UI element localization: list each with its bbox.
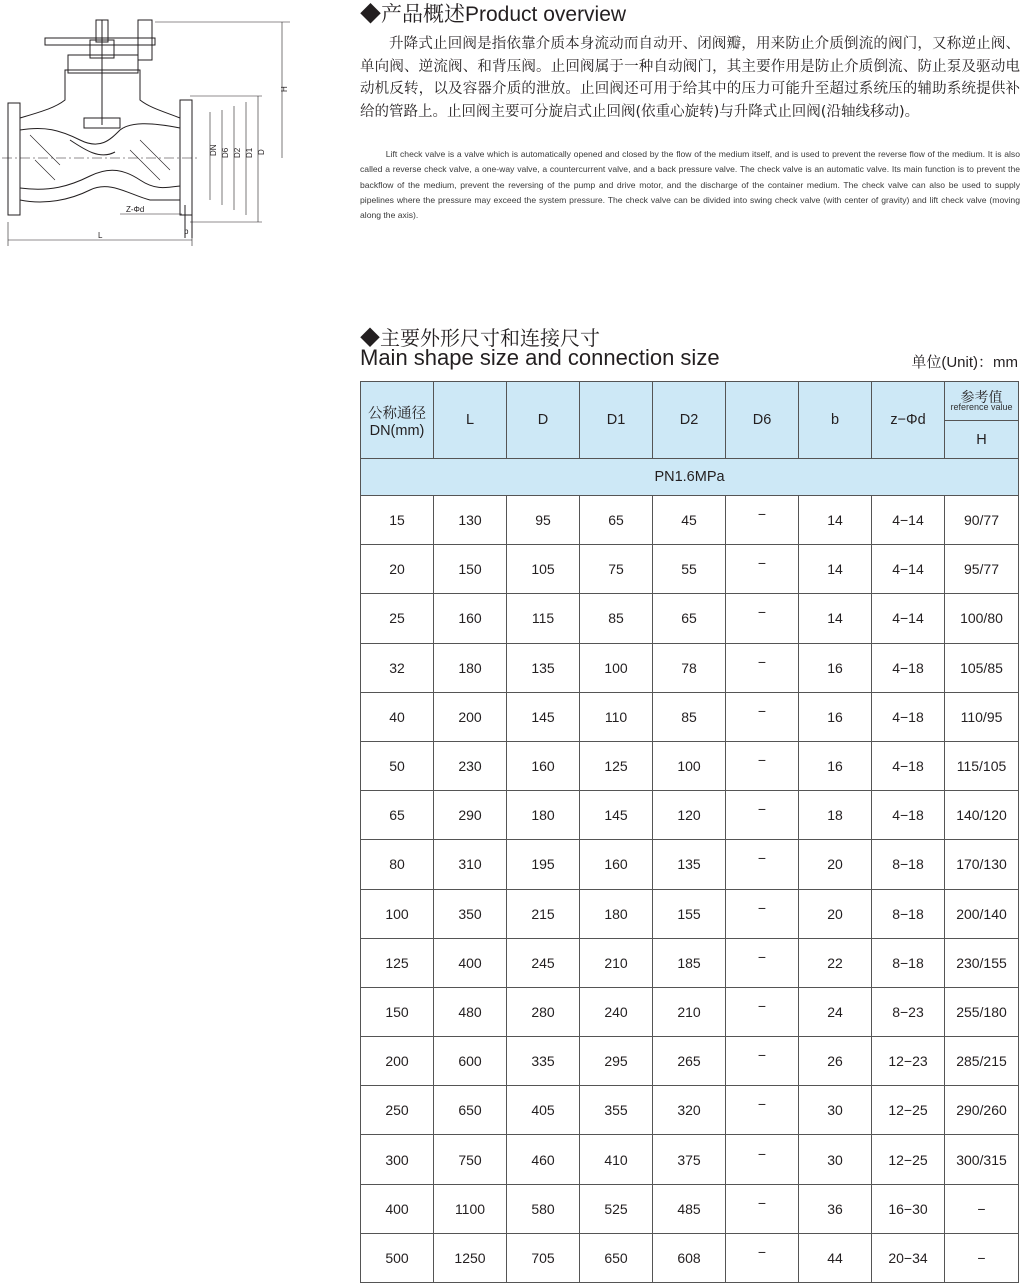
cell-z-phid: 4−14 bbox=[872, 594, 945, 643]
cell-d6 bbox=[726, 1037, 799, 1086]
cell-z-phid: 4−14 bbox=[872, 545, 945, 594]
cell-d6-value: − bbox=[757, 555, 767, 572]
cell-z-phid: 4−18 bbox=[872, 791, 945, 840]
size-title-zh: ◆主要外形尺寸和连接尺寸 bbox=[360, 328, 600, 350]
cell-d: 180 bbox=[507, 791, 580, 840]
cell-h: 255/180 bbox=[945, 987, 1019, 1036]
cell-d6 bbox=[726, 1233, 799, 1282]
header-reference bbox=[945, 382, 1019, 421]
cell-d: 105 bbox=[507, 545, 580, 594]
cell-l: 230 bbox=[434, 741, 507, 790]
cell-d2: 485 bbox=[653, 1184, 726, 1233]
cell-dn: 20 bbox=[361, 545, 434, 594]
table-row bbox=[361, 1037, 1019, 1086]
cell-d1: 355 bbox=[580, 1086, 653, 1135]
cell-d2: 78 bbox=[653, 643, 726, 692]
header-dn bbox=[361, 382, 434, 459]
cell-z-phid: 12−23 bbox=[872, 1037, 945, 1086]
cell-d: 160 bbox=[507, 741, 580, 790]
cell-d: 245 bbox=[507, 938, 580, 987]
cell-d2: 100 bbox=[653, 741, 726, 790]
table-row bbox=[361, 1233, 1019, 1282]
cell-l: 130 bbox=[434, 496, 507, 545]
cell-b: 44 bbox=[799, 1233, 872, 1282]
cell-d6 bbox=[726, 1086, 799, 1135]
cell-z-phid: 4−14 bbox=[872, 496, 945, 545]
table-row bbox=[361, 1135, 1019, 1184]
right-flange bbox=[180, 100, 192, 215]
cell-d6-value: − bbox=[757, 1194, 767, 1211]
overview-text-zh: 升降式止回阀是指依靠介质本身流动而自动开、闭阀瓣，用来防止介质倒流的阀门，又称逆止阀、单向阀、逆流阀、和背压阀。止回阀属于一种自动阀门，其主要作用是防止介质倒流、防止泵及驱动电动机反转，以及容器介质的泄放。止回阀还可用于给其中的压力可能升至超过系统压的辅助系统提供补给的管路上。止回阀主要可分旋启式止回阀(依重心旋转)与升降式止回阀(沿轴线移动)。 bbox=[360, 36, 1020, 120]
cell-d: 705 bbox=[507, 1233, 580, 1282]
cell-d2: 185 bbox=[653, 938, 726, 987]
cell-d6 bbox=[726, 692, 799, 741]
table-row bbox=[361, 496, 1019, 545]
cell-d2: 320 bbox=[653, 1086, 726, 1135]
cell-d6-value: − bbox=[757, 752, 767, 769]
header-z: z−Φd bbox=[872, 382, 945, 459]
cell-h: 170/130 bbox=[945, 840, 1019, 889]
cell-dn: 32 bbox=[361, 643, 434, 692]
cell-d: 195 bbox=[507, 840, 580, 889]
cell-h: 90/77 bbox=[945, 496, 1019, 545]
cell-b: 20 bbox=[799, 889, 872, 938]
cell-l: 600 bbox=[434, 1037, 507, 1086]
cell-d: 135 bbox=[507, 643, 580, 692]
cell-z-phid: 4−18 bbox=[872, 741, 945, 790]
header-l: L bbox=[434, 382, 507, 459]
cell-d1: 240 bbox=[580, 987, 653, 1036]
cell-l: 160 bbox=[434, 594, 507, 643]
cell-d1: 100 bbox=[580, 643, 653, 692]
cell-b: 20 bbox=[799, 840, 872, 889]
cell-b: 36 bbox=[799, 1184, 872, 1233]
table-row bbox=[361, 741, 1019, 790]
cell-d: 95 bbox=[507, 496, 580, 545]
cell-dn: 15 bbox=[361, 496, 434, 545]
cell-d6 bbox=[726, 840, 799, 889]
cell-dn: 40 bbox=[361, 692, 434, 741]
table-row bbox=[361, 840, 1019, 889]
cell-dn: 500 bbox=[361, 1233, 434, 1282]
cell-z-phid: 8−18 bbox=[872, 889, 945, 938]
cell-d1: 525 bbox=[580, 1184, 653, 1233]
cell-d6 bbox=[726, 1135, 799, 1184]
cell-d6-value: − bbox=[757, 1243, 767, 1260]
table-row bbox=[361, 889, 1019, 938]
cell-l: 1100 bbox=[434, 1184, 507, 1233]
cell-d: 280 bbox=[507, 987, 580, 1036]
cell-b: 18 bbox=[799, 791, 872, 840]
cell-d6 bbox=[726, 594, 799, 643]
table-row bbox=[361, 594, 1019, 643]
cell-d2: 55 bbox=[653, 545, 726, 594]
cell-d2: 375 bbox=[653, 1135, 726, 1184]
cell-d6 bbox=[726, 496, 799, 545]
cell-l: 400 bbox=[434, 938, 507, 987]
cell-d: 405 bbox=[507, 1086, 580, 1135]
cell-d1: 210 bbox=[580, 938, 653, 987]
cell-z-phid: 16−30 bbox=[872, 1184, 945, 1233]
cell-z-phid: 12−25 bbox=[872, 1086, 945, 1135]
cell-d1: 180 bbox=[580, 889, 653, 938]
cell-d: 215 bbox=[507, 889, 580, 938]
cell-d: 460 bbox=[507, 1135, 580, 1184]
cell-dn: 300 bbox=[361, 1135, 434, 1184]
cell-d1: 410 bbox=[580, 1135, 653, 1184]
cell-b: 26 bbox=[799, 1037, 872, 1086]
cell-d1: 85 bbox=[580, 594, 653, 643]
cell-d1: 650 bbox=[580, 1233, 653, 1282]
cell-h: − bbox=[945, 1233, 1019, 1282]
cell-b: 24 bbox=[799, 987, 872, 1036]
b-label: b bbox=[184, 227, 189, 236]
cell-l: 290 bbox=[434, 791, 507, 840]
cell-z-phid: 20−34 bbox=[872, 1233, 945, 1282]
cell-z-phid: 4−18 bbox=[872, 692, 945, 741]
h-label: H bbox=[280, 86, 289, 92]
cell-d2: 135 bbox=[653, 840, 726, 889]
cell-l: 150 bbox=[434, 545, 507, 594]
table-row bbox=[361, 643, 1019, 692]
cell-d6-value: − bbox=[757, 997, 767, 1014]
cell-h: 285/215 bbox=[945, 1037, 1019, 1086]
cell-d1: 65 bbox=[580, 496, 653, 545]
cell-z-phid: 8−18 bbox=[872, 840, 945, 889]
cell-h: 300/315 bbox=[945, 1135, 1019, 1184]
table-row bbox=[361, 987, 1019, 1036]
cell-d6 bbox=[726, 987, 799, 1036]
cell-d6-value: − bbox=[757, 653, 767, 670]
cell-d2: 120 bbox=[653, 791, 726, 840]
cell-d6 bbox=[726, 741, 799, 790]
cell-h: 140/120 bbox=[945, 791, 1019, 840]
cell-d6-value: − bbox=[757, 702, 767, 719]
cell-l: 310 bbox=[434, 840, 507, 889]
cell-d6 bbox=[726, 791, 799, 840]
cell-d6-value: − bbox=[757, 604, 767, 621]
table-row bbox=[361, 938, 1019, 987]
cell-d6 bbox=[726, 889, 799, 938]
cell-b: 22 bbox=[799, 938, 872, 987]
cell-b: 16 bbox=[799, 692, 872, 741]
cell-d6-value: − bbox=[757, 948, 767, 965]
size-title-en: Main shape size and connection size bbox=[360, 345, 720, 370]
cell-l: 1250 bbox=[434, 1233, 507, 1282]
cell-h: 95/77 bbox=[945, 545, 1019, 594]
cell-d2: 265 bbox=[653, 1037, 726, 1086]
table-row bbox=[361, 1086, 1019, 1135]
d1-label: D1 bbox=[245, 147, 254, 158]
valve-drawing bbox=[0, 0, 300, 260]
cell-d6 bbox=[726, 1184, 799, 1233]
cell-h: 110/95 bbox=[945, 692, 1019, 741]
cell-dn: 100 bbox=[361, 889, 434, 938]
cell-d1: 295 bbox=[580, 1037, 653, 1086]
cell-d2: 608 bbox=[653, 1233, 726, 1282]
cell-d: 145 bbox=[507, 692, 580, 741]
header-d: D bbox=[507, 382, 580, 459]
cell-l: 200 bbox=[434, 692, 507, 741]
cell-d6-value: − bbox=[757, 899, 767, 916]
cell-l: 180 bbox=[434, 643, 507, 692]
header-h: H bbox=[945, 421, 1019, 459]
cell-h: 230/155 bbox=[945, 938, 1019, 987]
cell-l: 350 bbox=[434, 889, 507, 938]
d6-label: D6 bbox=[221, 147, 230, 158]
d-label: D bbox=[257, 149, 266, 155]
cell-h: 290/260 bbox=[945, 1086, 1019, 1135]
table-row bbox=[361, 692, 1019, 741]
pressure-class-row: PN1.6MPa bbox=[361, 459, 1019, 496]
overview-text-en: Lift check valve is a valve which is automatically opened and closed by the flow of the medium itself, and is used to prevent the reverse flow of the medium. It is also called a reverse check valve, a one-way valve, a countercurrent valve, and a back pressure valve. The check valve is an automatic valve. Its main function is to prevent the backflow of the medium, prevent the reversing of the pump and drive motor, and the discharge of the container medium. The check valve can also be used to supply pipelines where the pressure may exceed the system pressure. The check valve can be divided into swing check valve (with center of gravity) and lift check valve (moving along the axis). bbox=[360, 149, 1020, 221]
header-reference-en: reference value bbox=[950, 401, 1013, 412]
cell-d6 bbox=[726, 643, 799, 692]
header-dn-zh: 公称通径 bbox=[368, 405, 426, 422]
cell-d2: 85 bbox=[653, 692, 726, 741]
left-flange bbox=[8, 103, 20, 215]
cell-dn: 125 bbox=[361, 938, 434, 987]
header-d2: D2 bbox=[653, 382, 726, 459]
cell-dn: 50 bbox=[361, 741, 434, 790]
cell-b: 14 bbox=[799, 594, 872, 643]
dn-label: DN bbox=[209, 144, 218, 156]
overview-title: ◆产品概述Product overview bbox=[360, 3, 627, 26]
cell-l: 480 bbox=[434, 987, 507, 1036]
cell-d6 bbox=[726, 545, 799, 594]
dimension-table bbox=[360, 381, 1019, 1283]
header-d6: D6 bbox=[726, 382, 799, 459]
cell-d: 115 bbox=[507, 594, 580, 643]
cell-d6-value: − bbox=[757, 801, 767, 818]
cell-d1: 110 bbox=[580, 692, 653, 741]
l-label: L bbox=[98, 231, 103, 240]
table-row bbox=[361, 545, 1019, 594]
cell-d2: 210 bbox=[653, 987, 726, 1036]
cell-b: 14 bbox=[799, 545, 872, 594]
cell-b: 30 bbox=[799, 1135, 872, 1184]
unit-label: 单位(Unit)：mm bbox=[911, 354, 1018, 371]
cell-z-phid: 12−25 bbox=[872, 1135, 945, 1184]
header-reference-zh: 参考值 bbox=[960, 388, 1003, 405]
cell-d1: 75 bbox=[580, 545, 653, 594]
cell-dn: 400 bbox=[361, 1184, 434, 1233]
cell-d1: 145 bbox=[580, 791, 653, 840]
cell-d2: 45 bbox=[653, 496, 726, 545]
cell-d2: 155 bbox=[653, 889, 726, 938]
cell-h: 105/85 bbox=[945, 643, 1019, 692]
cell-dn: 25 bbox=[361, 594, 434, 643]
cell-dn: 150 bbox=[361, 987, 434, 1036]
table-row bbox=[361, 791, 1019, 840]
header-d1: D1 bbox=[580, 382, 653, 459]
cell-d: 580 bbox=[507, 1184, 580, 1233]
cell-dn: 250 bbox=[361, 1086, 434, 1135]
cell-d2: 65 bbox=[653, 594, 726, 643]
cell-h: 200/140 bbox=[945, 889, 1019, 938]
cell-d6 bbox=[726, 938, 799, 987]
cell-d: 335 bbox=[507, 1037, 580, 1086]
cell-b: 16 bbox=[799, 643, 872, 692]
cell-d6-value: − bbox=[757, 850, 767, 867]
cell-b: 14 bbox=[799, 496, 872, 545]
cell-h: − bbox=[945, 1184, 1019, 1233]
cell-z-phid: 8−18 bbox=[872, 938, 945, 987]
header-dn-en: DN(mm) bbox=[369, 422, 425, 439]
cell-l: 650 bbox=[434, 1086, 507, 1135]
table-row bbox=[361, 1184, 1019, 1233]
cell-b: 16 bbox=[799, 741, 872, 790]
cell-z-phid: 8−23 bbox=[872, 987, 945, 1036]
cell-d6-value: − bbox=[757, 1047, 767, 1064]
header-b: b bbox=[799, 382, 872, 459]
cell-d6-value: − bbox=[757, 1096, 767, 1113]
cell-h: 100/80 bbox=[945, 594, 1019, 643]
cell-dn: 200 bbox=[361, 1037, 434, 1086]
z-label: Z-Φd bbox=[126, 205, 145, 214]
cell-d1: 160 bbox=[580, 840, 653, 889]
d2-label: D2 bbox=[233, 147, 242, 158]
cell-d1: 125 bbox=[580, 741, 653, 790]
cell-h: 115/105 bbox=[945, 741, 1019, 790]
cell-b: 30 bbox=[799, 1086, 872, 1135]
cell-d6-value: − bbox=[757, 1145, 767, 1162]
cell-d6-value: − bbox=[757, 506, 767, 523]
cell-l: 750 bbox=[434, 1135, 507, 1184]
cell-z-phid: 4−18 bbox=[872, 643, 945, 692]
cell-dn: 80 bbox=[361, 840, 434, 889]
cell-dn: 65 bbox=[361, 791, 434, 840]
